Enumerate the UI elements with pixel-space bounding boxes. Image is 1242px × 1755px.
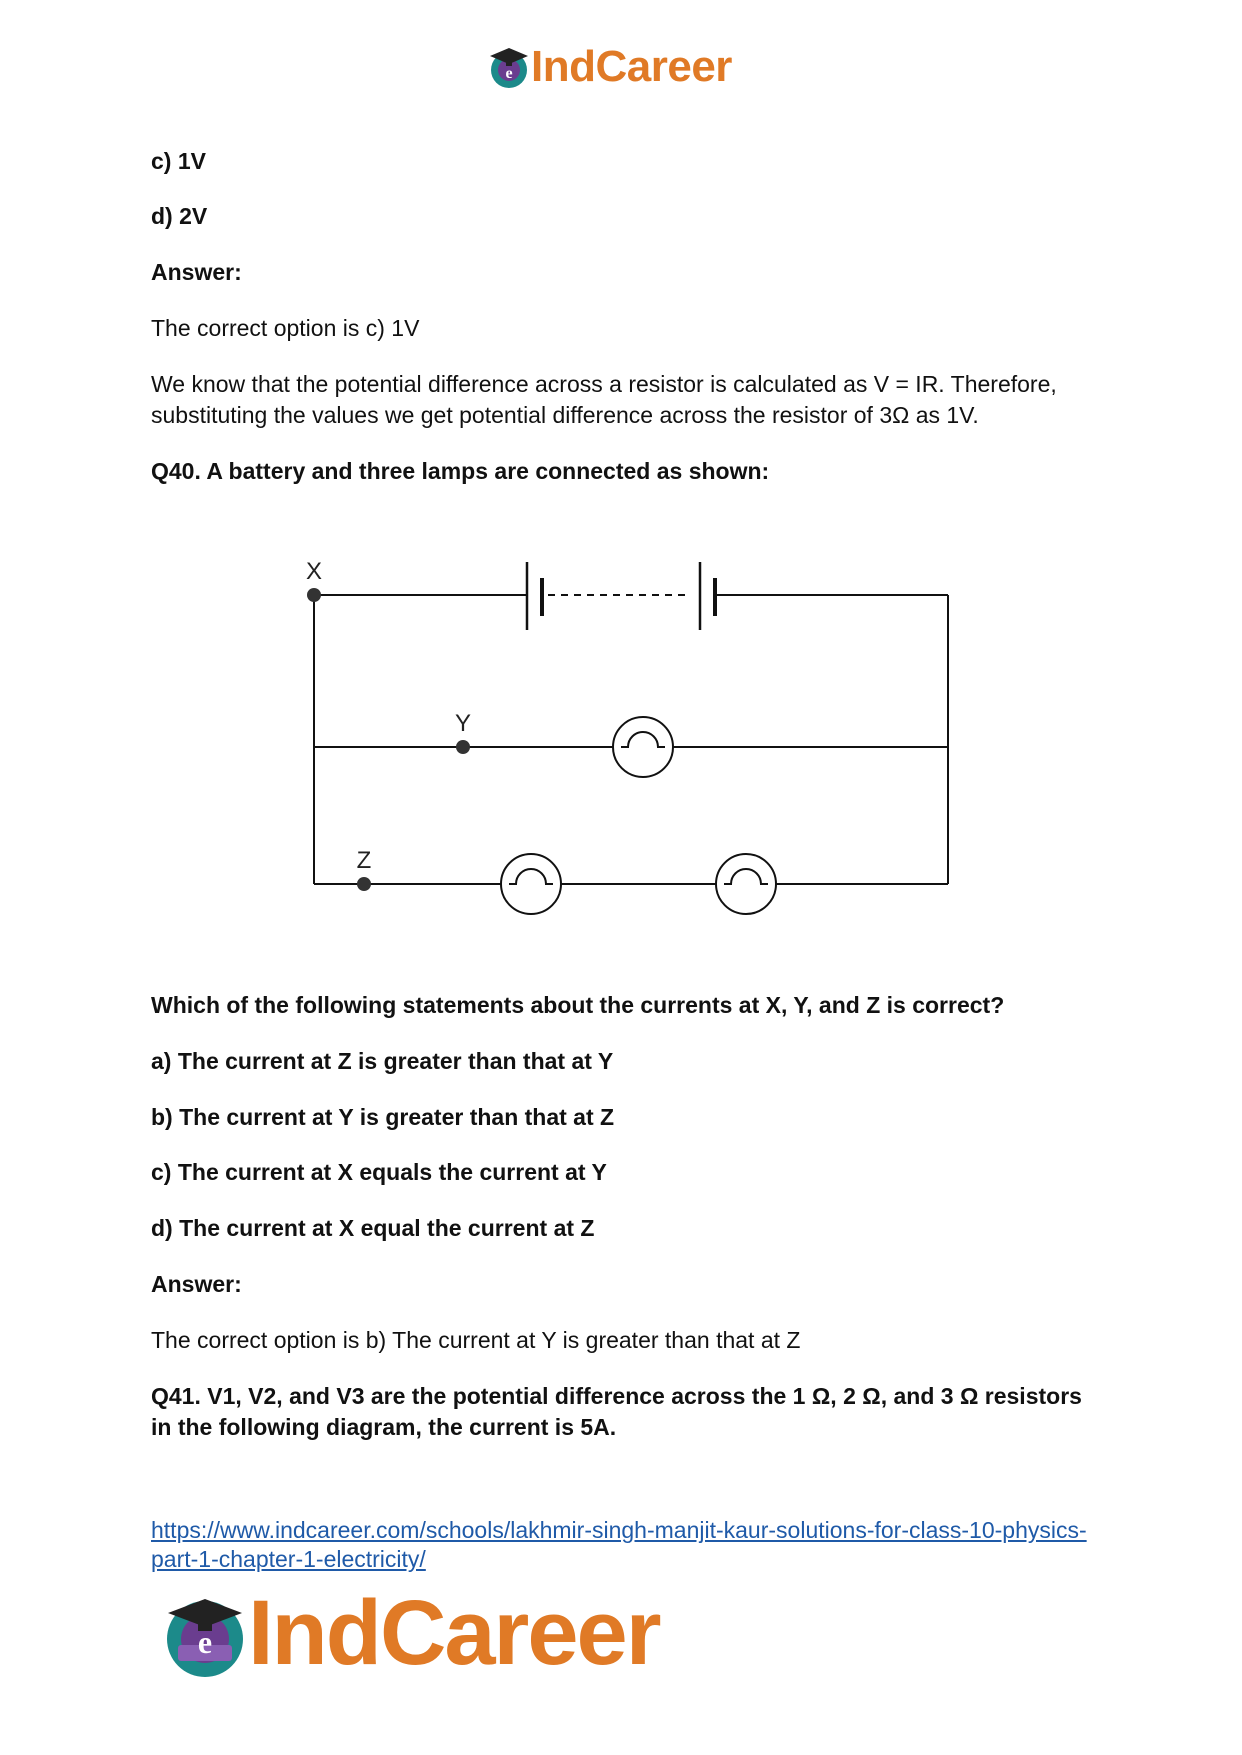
option-c-prev: c) 1V xyxy=(151,148,206,174)
circuit-diagram xyxy=(290,548,970,928)
label-z: Z xyxy=(356,847,372,874)
lamp-y xyxy=(613,717,673,777)
brand-name: IndCareer xyxy=(531,42,732,91)
label-y: Y xyxy=(454,710,472,737)
node-x xyxy=(307,588,321,602)
source-link-line[interactable]: part-1-chapter-1-electricity/ xyxy=(151,1546,426,1572)
question-40-prompt: Which of the following statements about the currents at X, Y, and Z is correct? xyxy=(151,992,1005,1018)
node-z xyxy=(357,877,371,891)
explanation-line: We know that the potential difference across a resistor is calculated as V = IR. Therefore, xyxy=(151,371,1057,397)
source-link[interactable] xyxy=(151,1516,1087,1574)
source-link-line[interactable]: https://www.indcareer.com/schools/lakhmir-singh-manjit-kaur-solutions-for-class-10-physics- xyxy=(151,1517,1087,1543)
explanation-line: substituting the values we get potential difference across the resistor of 3Ω as 1V. xyxy=(151,402,979,428)
answer-label: Answer: xyxy=(151,259,242,285)
lamp-z1 xyxy=(501,854,561,914)
option-d-prev: d) 2V xyxy=(151,203,208,229)
graduation-cap-icon xyxy=(160,1591,250,1681)
answer-text: The correct option is c) 1V xyxy=(151,315,420,341)
option-a: a) The current at Z is greater than that at Y xyxy=(151,1048,614,1074)
svg-text:e: e xyxy=(505,65,513,82)
question-41: Q41. V1, V2, and V3 are the potential difference across the 1 Ω, 2 Ω, and 3 Ω resistors xyxy=(151,1383,1082,1409)
svg-text:e: e xyxy=(197,1624,213,1660)
option-c: c) The current at X equals the current at Y xyxy=(151,1159,607,1185)
question-41: in the following diagram, the current is 5A. xyxy=(151,1414,617,1440)
option-b: b) The current at Y is greater than that at Z xyxy=(151,1104,615,1130)
label-x: X xyxy=(305,558,323,585)
option-d: d) The current at X equal the current at Z xyxy=(151,1215,595,1241)
graduation-cap-icon xyxy=(486,44,532,90)
question-40: Q40. A battery and three lamps are connected as shown: xyxy=(151,458,770,484)
answer-label: Answer: xyxy=(151,1271,242,1297)
footer-logo xyxy=(160,1582,720,1685)
header-logo xyxy=(486,38,766,100)
node-y xyxy=(456,740,470,754)
brand-name: IndCareer xyxy=(248,1582,660,1684)
lamp-z2 xyxy=(716,854,776,914)
answer-text: The correct option is b) The current at Y is greater than that at Z xyxy=(151,1327,801,1353)
